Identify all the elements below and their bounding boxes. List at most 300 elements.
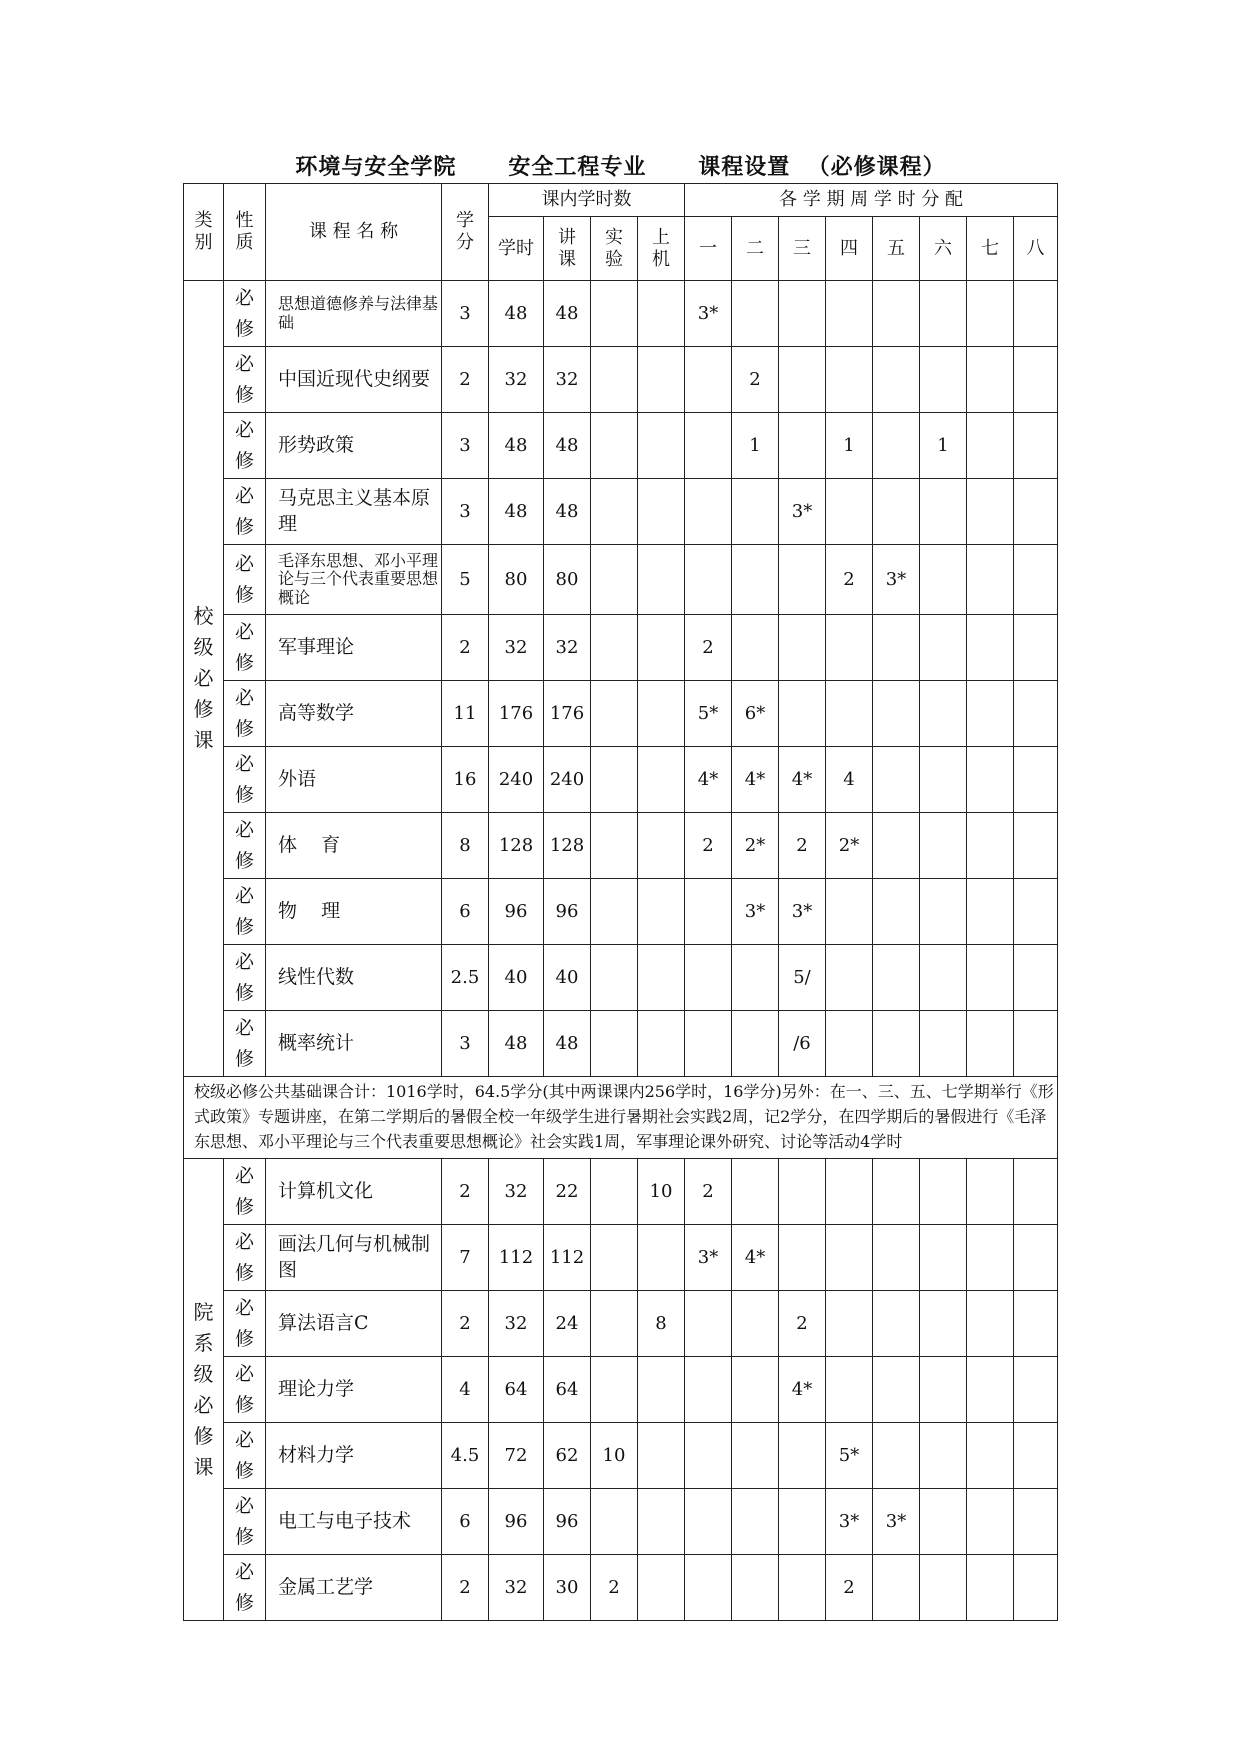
course-name-cell: 画法几何与机械制图 [266, 1225, 442, 1291]
semester-6-cell [920, 615, 967, 681]
semester-6-cell [920, 1225, 967, 1291]
semester-5-cell [873, 615, 920, 681]
table-row [184, 413, 1058, 479]
semester-3-cell: 5/ [779, 945, 826, 1011]
semester-2-cell [732, 1423, 779, 1489]
computer-cell [638, 479, 685, 545]
experiment-cell [591, 1011, 638, 1077]
semester-8-cell [1014, 479, 1058, 545]
hours-cell: 240 [489, 747, 544, 813]
table-row [184, 545, 1058, 615]
semester-1-cell [685, 1357, 732, 1423]
semester-7-cell [967, 879, 1014, 945]
nature-cell: 必 修 [224, 479, 266, 545]
experiment-cell [591, 813, 638, 879]
table-row [184, 1555, 1058, 1621]
semester-8-cell [1014, 615, 1058, 681]
semester-3-cell [779, 1225, 826, 1291]
semester-5-cell [873, 945, 920, 1011]
experiment-cell [591, 615, 638, 681]
hours-cell: 112 [489, 1225, 544, 1291]
table-row [184, 479, 1058, 545]
course-name-cell: 概率统计 [266, 1011, 442, 1077]
table-row [184, 347, 1058, 413]
semester-3-cell [779, 413, 826, 479]
semester-4-cell [826, 681, 873, 747]
experiment-cell [591, 1489, 638, 1555]
semester-1-cell [685, 413, 732, 479]
semester-1-cell [685, 1489, 732, 1555]
hours-cell: 32 [489, 1555, 544, 1621]
course-name-cell: 金属工艺学 [266, 1555, 442, 1621]
semester-5-cell [873, 1555, 920, 1621]
nature-cell: 必 修 [224, 1225, 266, 1291]
semester-2-cell [732, 1159, 779, 1225]
computer-cell [638, 1357, 685, 1423]
semester-3-cell: 3* [779, 879, 826, 945]
experiment-cell [591, 681, 638, 747]
semester-3-cell: 4* [779, 1357, 826, 1423]
experiment-cell: 2 [591, 1555, 638, 1621]
hours-cell: 32 [489, 615, 544, 681]
semester-8-cell [1014, 1423, 1058, 1489]
header-computer: 上 机 [638, 217, 685, 281]
semester-7-cell [967, 1291, 1014, 1357]
semester-6-cell [920, 681, 967, 747]
semester-8-cell [1014, 1357, 1058, 1423]
hours-cell: 72 [489, 1423, 544, 1489]
semester-3-cell [779, 615, 826, 681]
hours-cell: 80 [489, 545, 544, 615]
table-row [184, 945, 1058, 1011]
semester-2-cell: 4* [732, 1225, 779, 1291]
course-name-cell: 中国近现代史纲要 [266, 347, 442, 413]
semester-6-cell [920, 1159, 967, 1225]
experiment-cell [591, 281, 638, 347]
lecture-cell: 128 [544, 813, 591, 879]
semester-6-cell [920, 347, 967, 413]
credit-cell: 2 [442, 1159, 489, 1225]
semester-8-cell [1014, 1011, 1058, 1077]
semester-6-cell [920, 1489, 967, 1555]
semester-1-cell: 3* [685, 1225, 732, 1291]
semester-8-cell [1014, 813, 1058, 879]
semester-2-cell: 1 [732, 413, 779, 479]
lecture-cell: 30 [544, 1555, 591, 1621]
semester-6-cell [920, 479, 967, 545]
credit-cell: 11 [442, 681, 489, 747]
semester-7-cell [967, 545, 1014, 615]
header-experiment: 实 验 [591, 217, 638, 281]
semester-7-cell [967, 681, 1014, 747]
credit-cell: 3 [442, 479, 489, 545]
category-cell: 校 级 必 修 课 [184, 281, 224, 1077]
semester-3-cell [779, 1555, 826, 1621]
semester-7-cell [967, 1357, 1014, 1423]
lecture-cell: 176 [544, 681, 591, 747]
semester-1-cell: 2 [685, 813, 732, 879]
table-row [184, 747, 1058, 813]
semester-3-cell [779, 1489, 826, 1555]
header-semester-6: 六 [920, 217, 967, 281]
credit-cell: 4 [442, 1357, 489, 1423]
semester-2-cell [732, 1291, 779, 1357]
semester-1-cell [685, 1011, 732, 1077]
header-hours: 学时 [489, 217, 544, 281]
course-name-cell: 物 理 [266, 879, 442, 945]
table-row [184, 1357, 1058, 1423]
semester-1-cell: 2 [685, 1159, 732, 1225]
semester-4-cell: 2 [826, 1555, 873, 1621]
computer-cell [638, 681, 685, 747]
computer-cell [638, 813, 685, 879]
semester-3-cell: 4* [779, 747, 826, 813]
semester-5-cell [873, 281, 920, 347]
semester-8-cell [1014, 413, 1058, 479]
course-name-cell: 军事理论 [266, 615, 442, 681]
semester-4-cell: 2 [826, 545, 873, 615]
computer-cell [638, 1489, 685, 1555]
semester-8-cell [1014, 1555, 1058, 1621]
credit-cell: 2 [442, 347, 489, 413]
lecture-cell: 112 [544, 1225, 591, 1291]
header-semester-3: 三 [779, 217, 826, 281]
hours-cell: 32 [489, 1159, 544, 1225]
semester-2-cell [732, 1489, 779, 1555]
lecture-cell: 48 [544, 281, 591, 347]
course-name-cell: 理论力学 [266, 1357, 442, 1423]
computer-cell: 8 [638, 1291, 685, 1357]
semester-2-cell [732, 1011, 779, 1077]
semester-7-cell [967, 813, 1014, 879]
semester-3-cell [779, 347, 826, 413]
lecture-cell: 80 [544, 545, 591, 615]
course-name-cell: 形势政策 [266, 413, 442, 479]
semester-2-cell: 6* [732, 681, 779, 747]
semester-8-cell [1014, 1159, 1058, 1225]
semester-2-cell [732, 1555, 779, 1621]
lecture-cell: 240 [544, 747, 591, 813]
category-cell: 院 系 级 必 修 课 [184, 1159, 224, 1621]
nature-cell: 必 修 [224, 1291, 266, 1357]
semester-6-cell [920, 813, 967, 879]
hours-cell: 48 [489, 413, 544, 479]
semester-7-cell [967, 281, 1014, 347]
header-semester-5: 五 [873, 217, 920, 281]
experiment-cell [591, 347, 638, 413]
lecture-cell: 32 [544, 615, 591, 681]
semester-5-cell [873, 879, 920, 945]
semester-4-cell [826, 1357, 873, 1423]
course-name-cell: 外语 [266, 747, 442, 813]
credit-cell: 3 [442, 413, 489, 479]
semester-8-cell [1014, 545, 1058, 615]
table-row [184, 1489, 1058, 1555]
semester-4-cell [826, 615, 873, 681]
semester-4-cell: 3* [826, 1489, 873, 1555]
experiment-cell [591, 1357, 638, 1423]
semester-6-cell [920, 1011, 967, 1077]
semester-6-cell [920, 1357, 967, 1423]
semester-1-cell [685, 479, 732, 545]
course-name-cell: 思想道德修养与法律基础 [266, 281, 442, 347]
semester-6-cell [920, 1555, 967, 1621]
semester-6-cell [920, 545, 967, 615]
table-row [184, 1423, 1058, 1489]
lecture-cell: 22 [544, 1159, 591, 1225]
course-name-cell: 线性代数 [266, 945, 442, 1011]
computer-cell [638, 413, 685, 479]
table-row [184, 1159, 1058, 1225]
header-semester-7: 七 [967, 217, 1014, 281]
computer-cell: 10 [638, 1159, 685, 1225]
header-semester-1: 一 [685, 217, 732, 281]
course-name-cell: 算法语言C [266, 1291, 442, 1357]
semester-7-cell [967, 1555, 1014, 1621]
credit-cell: 2 [442, 1291, 489, 1357]
nature-cell: 必 修 [224, 681, 266, 747]
semester-2-cell [732, 479, 779, 545]
semester-6-cell [920, 945, 967, 1011]
semester-1-cell [685, 879, 732, 945]
computer-cell [638, 945, 685, 1011]
semester-6-cell [920, 281, 967, 347]
course-name-cell: 马克思主义基本原理 [266, 479, 442, 545]
header-semester-2: 二 [732, 217, 779, 281]
semester-1-cell [685, 1423, 732, 1489]
semester-5-cell: 3* [873, 545, 920, 615]
semester-8-cell [1014, 1225, 1058, 1291]
experiment-cell [591, 1291, 638, 1357]
credit-cell: 3 [442, 281, 489, 347]
semester-3-cell [779, 281, 826, 347]
semester-8-cell [1014, 681, 1058, 747]
lecture-cell: 48 [544, 413, 591, 479]
course-name-cell: 计算机文化 [266, 1159, 442, 1225]
semester-2-cell: 3* [732, 879, 779, 945]
nature-cell: 必 修 [224, 615, 266, 681]
credit-cell: 3 [442, 1011, 489, 1077]
semester-3-cell [779, 1423, 826, 1489]
semester-5-cell [873, 413, 920, 479]
header-semester-distribution: 各 学 期 周 学 时 分 配 [685, 184, 1058, 217]
header-lecture: 讲 课 [544, 217, 591, 281]
table-row [184, 615, 1058, 681]
semester-7-cell [967, 1423, 1014, 1489]
course-name-cell: 材料力学 [266, 1423, 442, 1489]
semester-2-cell: 2* [732, 813, 779, 879]
course-name-cell: 电工与电子技术 [266, 1489, 442, 1555]
summary-row [184, 1077, 1058, 1159]
lecture-cell: 96 [544, 1489, 591, 1555]
header-credit: 学 分 [442, 184, 489, 281]
computer-cell [638, 347, 685, 413]
nature-cell: 必 修 [224, 813, 266, 879]
semester-8-cell [1014, 747, 1058, 813]
nature-cell: 必 修 [224, 1011, 266, 1077]
computer-cell [638, 1423, 685, 1489]
semester-3-cell: 2 [779, 1291, 826, 1357]
semester-8-cell [1014, 347, 1058, 413]
hours-cell: 96 [489, 1489, 544, 1555]
table-row [184, 1291, 1058, 1357]
header-semester-8: 八 [1014, 217, 1058, 281]
semester-2-cell [732, 1357, 779, 1423]
semester-8-cell [1014, 945, 1058, 1011]
hours-cell: 96 [489, 879, 544, 945]
semester-7-cell [967, 747, 1014, 813]
hours-cell: 32 [489, 1291, 544, 1357]
semester-4-cell: 2* [826, 813, 873, 879]
semester-7-cell [967, 347, 1014, 413]
semester-6-cell [920, 1423, 967, 1489]
table-row [184, 1225, 1058, 1291]
experiment-cell: 10 [591, 1423, 638, 1489]
semester-1-cell: 5* [685, 681, 732, 747]
semester-5-cell [873, 1225, 920, 1291]
nature-cell: 必 修 [224, 1489, 266, 1555]
semester-7-cell [967, 615, 1014, 681]
semester-1-cell [685, 347, 732, 413]
lecture-cell: 48 [544, 1011, 591, 1077]
nature-cell: 必 修 [224, 1555, 266, 1621]
credit-cell: 7 [442, 1225, 489, 1291]
computer-cell [638, 1555, 685, 1621]
nature-cell: 必 修 [224, 1423, 266, 1489]
semester-4-cell [826, 1225, 873, 1291]
hours-cell: 40 [489, 945, 544, 1011]
header-nature: 性 质 [224, 184, 266, 281]
semester-1-cell [685, 1291, 732, 1357]
semester-7-cell [967, 1225, 1014, 1291]
semester-5-cell [873, 1291, 920, 1357]
hours-cell: 48 [489, 1011, 544, 1077]
computer-cell [638, 1011, 685, 1077]
semester-6-cell: 1 [920, 413, 967, 479]
semester-5-cell [873, 1159, 920, 1225]
experiment-cell [591, 1159, 638, 1225]
semester-4-cell: 1 [826, 413, 873, 479]
semester-2-cell [732, 615, 779, 681]
semester-5-cell [873, 479, 920, 545]
school-summary-note: 校级必修公共基础课合计：1016学时，64.5学分(其中两课课内256学时，16学分)另外：在一、三、五、七学期举行《形式政策》专题讲座，在第二学期后的暑假全校一年级学生进行暑期社会实践2周，记2学分，在四学期后的暑假进行《毛泽东思想、邓小平理论与三个代表重要思想概论》社会实践1周，军事理论课外研究、讨论等活动4学时 [184, 1077, 1058, 1159]
table-row [184, 813, 1058, 879]
hours-cell: 64 [489, 1357, 544, 1423]
lecture-cell: 48 [544, 479, 591, 545]
table-row [184, 1011, 1058, 1077]
semester-7-cell [967, 1489, 1014, 1555]
semester-4-cell [826, 281, 873, 347]
semester-1-cell [685, 545, 732, 615]
credit-cell: 4.5 [442, 1423, 489, 1489]
header-course-name: 课 程 名 称 [266, 184, 442, 281]
nature-cell: 必 修 [224, 747, 266, 813]
course-name-cell: 体 育 [266, 813, 442, 879]
course-table [183, 183, 1058, 1621]
semester-6-cell [920, 879, 967, 945]
credit-cell: 2 [442, 615, 489, 681]
header-semester-4: 四 [826, 217, 873, 281]
nature-cell: 必 修 [224, 545, 266, 615]
page-title: 环境与安全学院 安全工程专业 课程设置 （必修课程） [295, 154, 946, 180]
credit-cell: 2 [442, 1555, 489, 1621]
computer-cell [638, 545, 685, 615]
semester-7-cell [967, 945, 1014, 1011]
semester-3-cell: 3* [779, 479, 826, 545]
semester-5-cell [873, 681, 920, 747]
credit-cell: 16 [442, 747, 489, 813]
semester-5-cell [873, 813, 920, 879]
header-in-class-hours: 课内学时数 [489, 184, 685, 217]
credit-cell: 2.5 [442, 945, 489, 1011]
semester-3-cell [779, 545, 826, 615]
semester-2-cell: 2 [732, 347, 779, 413]
semester-6-cell [920, 747, 967, 813]
semester-8-cell [1014, 1489, 1058, 1555]
semester-1-cell: 4* [685, 747, 732, 813]
hours-cell: 48 [489, 281, 544, 347]
hours-cell: 176 [489, 681, 544, 747]
semester-4-cell [826, 879, 873, 945]
nature-cell: 必 修 [224, 413, 266, 479]
semester-7-cell [967, 1159, 1014, 1225]
experiment-cell [591, 413, 638, 479]
computer-cell [638, 1225, 685, 1291]
semester-8-cell [1014, 281, 1058, 347]
lecture-cell: 40 [544, 945, 591, 1011]
experiment-cell [591, 747, 638, 813]
lecture-cell: 64 [544, 1357, 591, 1423]
semester-2-cell [732, 281, 779, 347]
experiment-cell [591, 545, 638, 615]
nature-cell: 必 修 [224, 281, 266, 347]
semester-7-cell [967, 413, 1014, 479]
lecture-cell: 32 [544, 347, 591, 413]
course-name-cell: 毛泽东思想、邓小平理论与三个代表重要思想概论 [266, 545, 442, 615]
semester-3-cell: /6 [779, 1011, 826, 1077]
semester-1-cell: 3* [685, 281, 732, 347]
semester-7-cell [967, 479, 1014, 545]
hours-cell: 128 [489, 813, 544, 879]
credit-cell: 5 [442, 545, 489, 615]
semester-5-cell [873, 1011, 920, 1077]
semester-8-cell [1014, 1291, 1058, 1357]
computer-cell [638, 879, 685, 945]
semester-4-cell: 5* [826, 1423, 873, 1489]
experiment-cell [591, 1225, 638, 1291]
semester-2-cell [732, 545, 779, 615]
semester-5-cell: 3* [873, 1489, 920, 1555]
semester-3-cell [779, 681, 826, 747]
lecture-cell: 96 [544, 879, 591, 945]
nature-cell: 必 修 [224, 879, 266, 945]
hours-cell: 32 [489, 347, 544, 413]
header-category: 类 别 [184, 184, 224, 281]
semester-4-cell [826, 479, 873, 545]
experiment-cell [591, 879, 638, 945]
table-row [184, 681, 1058, 747]
semester-1-cell [685, 1555, 732, 1621]
semester-5-cell [873, 1357, 920, 1423]
table-row [184, 281, 1058, 347]
semester-1-cell [685, 945, 732, 1011]
semester-5-cell [873, 1423, 920, 1489]
table-row [184, 879, 1058, 945]
semester-1-cell: 2 [685, 615, 732, 681]
computer-cell [638, 281, 685, 347]
nature-cell: 必 修 [224, 945, 266, 1011]
semester-4-cell [826, 945, 873, 1011]
